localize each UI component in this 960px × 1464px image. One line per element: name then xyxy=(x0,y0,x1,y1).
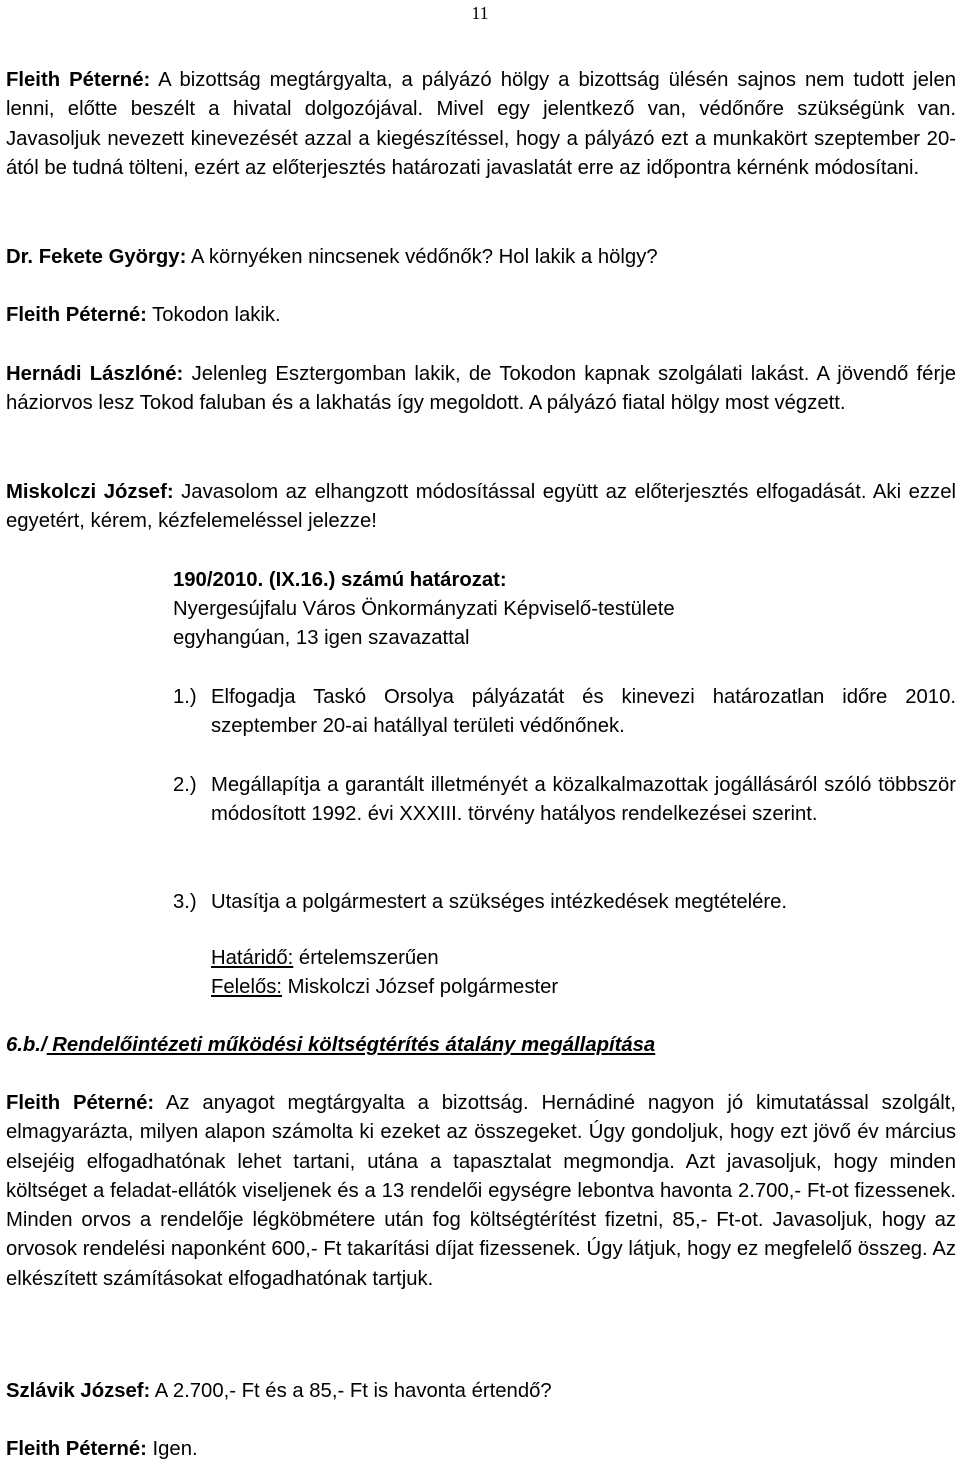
speech-text: Javasolom az elhangzott módosítással együtt az előterjesztés elfogadását. Aki ezzel egyetért, kérem, kézfelemeléssel jelezze! xyxy=(6,481,956,533)
paragraph-fleith-1 xyxy=(6,66,956,183)
speaker-name: Dr. Fekete György: xyxy=(6,246,187,268)
resolution-heading: 190/2010. (IX.16.) számú határozat: xyxy=(173,569,507,591)
item-number: 2.) xyxy=(173,774,197,796)
speech-text: Tokodon lakik. xyxy=(146,304,281,326)
speech-text: Az anyagot megtárgyalta a bizottság. Hernádiné nagyon jó kimutatással szolgált, elmagyarázta, milyen alapon számolta ki ezeket az összegeket. Úgy gondoljuk, hogy ezt jövő év március elsejéig elfogadhatónak lehet tartani, utána a tapasztalat megmondja. Azt javasoljuk, hogy minden költséget a feladat-ellátók viseljenek és a 13 rendelői egységre lebontva havonta 2.700,- Ft-ot fizessenek. Minden orvos a rendelője légköbmétere után fog költségtérítést fizetni, 85,- Ft-ot. Javasoljuk, hogy az orvosok rendelési naponként 600,- Ft takarítási díjat fizessenek. Úgy látjuk, hogy ez megfelelő összeg. Az elkészített számításokat elfogadhatónak tartjuk. xyxy=(6,1092,957,1290)
resolution-item-3 xyxy=(173,888,956,917)
speech-text: A 2.700,- Ft és a 85,- Ft is havonta értendő? xyxy=(150,1380,552,1402)
speech-text: Jelenleg Esztergomban lakik, de Tokodon kapnak szolgálati lakást. A jövendő férje háziorvos lesz Tokod faluban és a lakhatás így megoldott. A pályázó fiatal hölgy most végzett. xyxy=(6,363,956,415)
item-text: Utasítja a polgármestert a szükséges intézkedések megtételére. xyxy=(211,891,788,913)
speaker-name: Miskolczi József: xyxy=(6,481,174,503)
speaker-name: Fleith Péterné: xyxy=(6,1438,147,1460)
deadline-label: Határidő: xyxy=(211,947,294,969)
speaker-name: Fleith Péterné: xyxy=(6,1092,155,1114)
paragraph-fekete xyxy=(6,243,956,272)
paragraph-fleith-4 xyxy=(6,1435,956,1464)
speech-text: Igen. xyxy=(146,1438,198,1460)
page-number: 11 xyxy=(471,3,489,23)
item-text: Megállapítja a garantált illetményét a közalkalmazottak jogállásáról szóló többször módosított 1992. évi XXXIII. törvény hatályos rendelkezései szerint. xyxy=(211,774,956,826)
section-title: Rendelőintézeti működési költségtérítés átalány megállapítása xyxy=(46,1034,656,1056)
deadline-line xyxy=(211,944,439,973)
speaker-name: Fleith Péterné: xyxy=(6,69,151,91)
speech-text: A bizottság megtárgyalta, a pályázó hölgy a bizottság ülésén sajnos nem tudott jelen lenni, előtte beszélt a hivatal dolgozójával. Mivel egy jelentkező van, védőnőre szükségünk van. Javasoljuk nevezett kinevezését azzal a kiegészítéssel, hogy a pályázó ezt a munkakört szeptember 20-ától be tudná tölteni, ezért az előterjesztés határozati javaslatát erre az időpontra kérnénk módosítani. xyxy=(6,69,956,179)
responsible-label: Felelős: xyxy=(211,976,283,998)
paragraph-miskolczi xyxy=(6,478,956,537)
section-heading xyxy=(6,1031,655,1060)
resolution-item-1 xyxy=(173,683,956,742)
resolution-body-line-1: Nyergesújfalu Város Önkormányzati Képviselő-testülete xyxy=(173,598,675,620)
responsible-value: Miskolczi József polgármester xyxy=(282,976,559,998)
speaker-name: Fleith Péterné: xyxy=(6,304,147,326)
item-text: Elfogadja Taskó Orsolya pályázatát és kinevezi határozatlan időre 2010. szeptember 20-ai hatállyal területi védőnőnek. xyxy=(211,686,956,738)
resolution-body-line-2: egyhangúan, 13 igen szavazattal xyxy=(173,627,470,649)
item-number: 3.) xyxy=(173,891,197,913)
speech-text: A környéken nincsenek védőnők? Hol lakik a hölgy? xyxy=(186,246,658,268)
paragraph-fleith-3 xyxy=(6,1089,956,1294)
paragraph-szlavik xyxy=(6,1377,956,1406)
paragraph-hernadi xyxy=(6,360,956,419)
section-number: 6.b./ xyxy=(6,1034,47,1056)
speaker-name: Szlávik József: xyxy=(6,1380,151,1402)
deadline-value: értelemszerűen xyxy=(293,947,439,969)
responsible-line xyxy=(211,973,558,1002)
paragraph-fleith-2 xyxy=(6,301,956,330)
resolution-item-2 xyxy=(173,771,956,830)
speaker-name: Hernádi Lászlóné: xyxy=(6,363,184,385)
item-number: 1.) xyxy=(173,686,197,708)
